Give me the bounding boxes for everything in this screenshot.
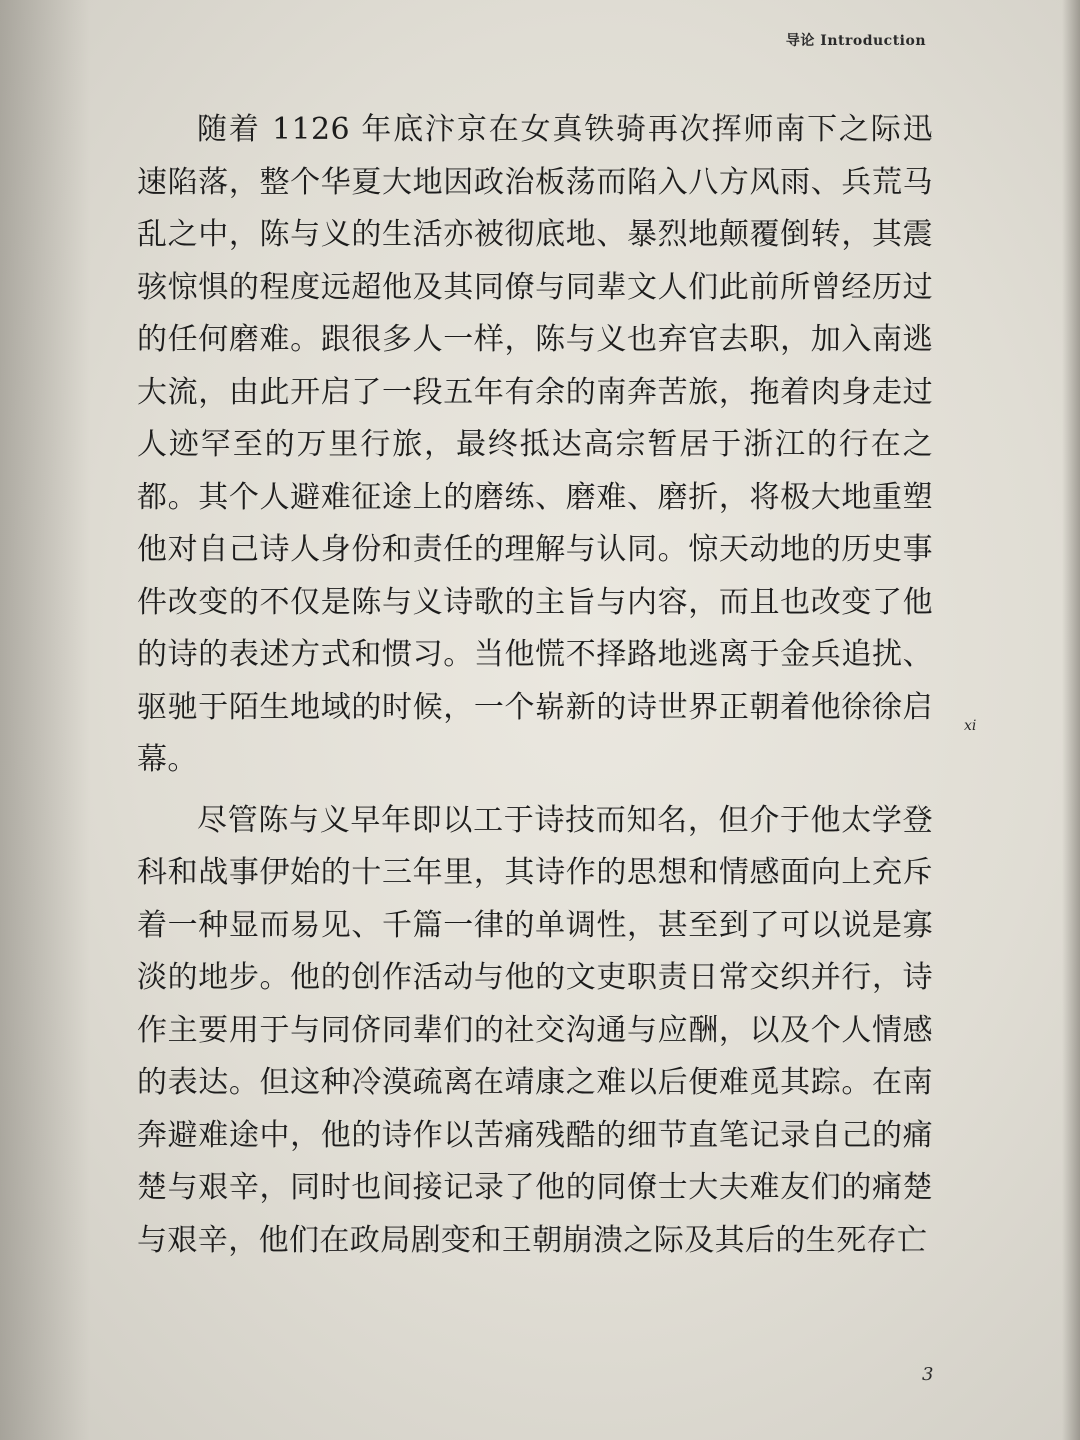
paragraph-2: 尽管陈与义早年即以工于诗技而知名，但介于他太学登科和战事伊始的十三年里，其诗作的思想和情感面向上充斥着一种显而易见、千篇一律的单调性，甚至到了可以说是寡淡的地步。他的创作活动与他的文吏职责日常交织并行，诗作主要用于与同侪同辈们的社交沟通与应酬，以及个人情感的表达。但这种冷漠疏离在靖康之难以后便难觅其踪。在南奔避难途中，他的诗作以苦痛残酷的细节直笔记录自己的痛楚与艰辛，同时也间接记录了他的同僚士大夫难友们的痛楚与艰辛，他们在政局剧变和王朝崩溃之际及其后的生死存亡 bbox=[137, 802, 933, 1258]
running-head: 导论 Introduction bbox=[785, 33, 926, 49]
gutter-shadow bbox=[0, 0, 90, 1440]
page-number: 3 bbox=[922, 1364, 934, 1385]
margin-folio: xi bbox=[964, 718, 977, 734]
paragraph-1: 随着 1126 年底汴京在女真铁骑再次挥师南下之际迅速陷落，整个华夏大地因政治板荡而陷入八方风雨、兵荒马乱之中，陈与义的生活亦被彻底地、暴烈地颠覆倒转，其震骇惊惧的程度远超他及其同僚与同辈文人们此前所曾经历过的任何磨难。跟很多人一样，陈与义也弃官去职，加入南逃大流，由此开启了一段五年有余的南奔苦旅，拖着肉身走过人迹罕至的万里行旅，最终抵达高宗暂居于浙江的行在之都。其个人避难征途上的磨练、磨难、磨折，将极大地重塑他对自己诗人身份和责任的理解与认同。惊天动地的历史事件改变的不仅是陈与义诗歌的主旨与内容，而且也改变了他的诗的表述方式和惯习。当他慌不择路地逃离于金兵追扰、驱驰于陌生地域的时候，一个崭新的诗世界正朝着他徐徐启幕。 bbox=[137, 112, 933, 777]
page-edge bbox=[1062, 0, 1080, 1440]
body-text bbox=[137, 104, 933, 1267]
